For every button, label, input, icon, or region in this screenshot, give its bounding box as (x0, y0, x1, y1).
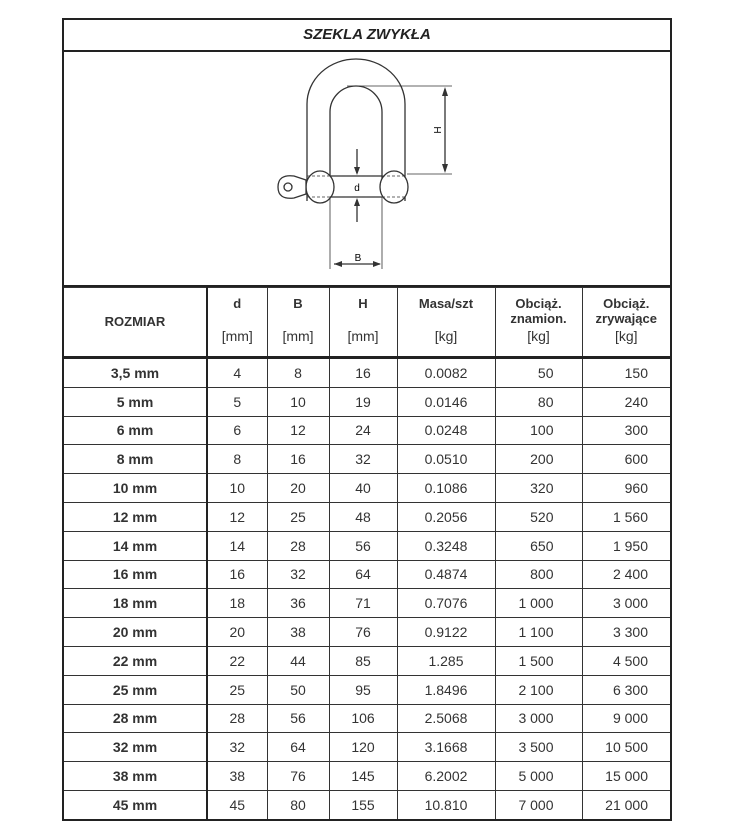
table-row (64, 762, 670, 791)
table-row (64, 502, 670, 531)
table-cell: 0.0146 (397, 387, 495, 416)
table-cell: 6 300 (582, 675, 670, 704)
column-header (267, 288, 329, 358)
table-title: SZEKLA ZWYKŁA (64, 20, 670, 52)
table-cell: 8 (267, 358, 329, 388)
table-cell: 106 (329, 704, 397, 733)
table-cell: 76 (329, 618, 397, 647)
table-cell: 1 500 (495, 646, 582, 675)
table-cell: 0.4874 (397, 560, 495, 589)
table-row (64, 790, 670, 818)
table-cell: 32 (329, 445, 397, 474)
table-cell: 16 mm (64, 560, 207, 589)
table-row (64, 675, 670, 704)
table-cell: 12 (207, 502, 267, 531)
table-cell: 76 (267, 762, 329, 791)
table-row (64, 646, 670, 675)
table-row (64, 618, 670, 647)
table-cell: 10 (267, 387, 329, 416)
table-cell: 14 (207, 531, 267, 560)
table-cell: 0.0082 (397, 358, 495, 388)
table-cell: 56 (267, 704, 329, 733)
table-cell: 0.7076 (397, 589, 495, 618)
table-cell: 22 (207, 646, 267, 675)
table-cell: 32 mm (64, 733, 207, 762)
table-cell: 10 mm (64, 474, 207, 503)
table-cell: 28 mm (64, 704, 207, 733)
column-header (207, 288, 267, 358)
shackle-spec-table (62, 18, 672, 821)
table-cell: 16 (207, 560, 267, 589)
table-cell: 1 100 (495, 618, 582, 647)
table-row (64, 387, 670, 416)
table-cell: 3 500 (495, 733, 582, 762)
table-cell: 56 (329, 531, 397, 560)
table-cell: 1.8496 (397, 675, 495, 704)
dim-h-label: H (431, 126, 442, 134)
table-row (64, 358, 670, 388)
table-cell: 38 mm (64, 762, 207, 791)
table-cell: 28 (267, 531, 329, 560)
table-cell: 800 (495, 560, 582, 589)
table-cell: 19 (329, 387, 397, 416)
table-cell: 6.2002 (397, 762, 495, 791)
table-cell: 200 (495, 445, 582, 474)
table-cell: 45 mm (64, 790, 207, 818)
header-unit: [kg] (434, 328, 458, 344)
table-cell: 8 (207, 445, 267, 474)
table-cell: 16 (329, 358, 397, 388)
table-cell: 45 (207, 790, 267, 818)
table-row (64, 589, 670, 618)
column-header (64, 288, 207, 358)
table-cell: 0.3248 (397, 531, 495, 560)
table-cell: 5 000 (495, 762, 582, 791)
header-unit: [kg] (614, 328, 638, 344)
table-cell: 40 (329, 474, 397, 503)
table-row (64, 704, 670, 733)
table-cell: 3 300 (582, 618, 670, 647)
table-cell: 80 (495, 387, 582, 416)
table-cell: 12 (267, 416, 329, 445)
table-cell: 22 mm (64, 646, 207, 675)
table-cell: 120 (329, 733, 397, 762)
table-row (64, 445, 670, 474)
table-cell: 25 mm (64, 675, 207, 704)
header-label: Masa/szt (418, 296, 474, 311)
dim-d-label: d (354, 183, 360, 194)
table-cell: 0.0510 (397, 445, 495, 474)
table-cell: 150 (582, 358, 670, 388)
header-label: Obciąż. zrywające (595, 296, 657, 326)
table-cell: 6 (207, 416, 267, 445)
table-cell: 50 (267, 675, 329, 704)
table-cell: 28 (207, 704, 267, 733)
table-cell: 20 mm (64, 618, 207, 647)
table-cell: 2 100 (495, 675, 582, 704)
table-cell: 38 (267, 618, 329, 647)
spec-table (64, 287, 670, 819)
table-cell: 0.9122 (397, 618, 495, 647)
table-cell: 21 000 (582, 790, 670, 818)
table-row (64, 416, 670, 445)
table-cell: 7 000 (495, 790, 582, 818)
table-cell: 300 (582, 416, 670, 445)
header-label: ROZMIAR (104, 314, 166, 329)
table-cell: 25 (267, 502, 329, 531)
table-cell: 64 (329, 560, 397, 589)
table-cell: 48 (329, 502, 397, 531)
table-cell: 32 (207, 733, 267, 762)
column-header (329, 288, 397, 358)
table-cell: 20 (207, 618, 267, 647)
table-cell: 960 (582, 474, 670, 503)
header-unit: [mm] (221, 328, 253, 344)
table-cell: 18 mm (64, 589, 207, 618)
header-row (64, 288, 670, 358)
table-row (64, 560, 670, 589)
table-cell: 650 (495, 531, 582, 560)
column-header (397, 288, 495, 358)
table-cell: 25 (207, 675, 267, 704)
table-cell: 24 (329, 416, 397, 445)
shackle-diagram (64, 52, 670, 287)
table-cell: 85 (329, 646, 397, 675)
table-cell: 320 (495, 474, 582, 503)
table-cell: 520 (495, 502, 582, 531)
table-cell: 1.285 (397, 646, 495, 675)
table-cell: 5 (207, 387, 267, 416)
table-cell: 600 (582, 445, 670, 474)
table-cell: 36 (267, 589, 329, 618)
table-cell: 12 mm (64, 502, 207, 531)
header-unit: [mm] (347, 328, 379, 344)
table-cell: 3,5 mm (64, 358, 207, 388)
table-cell: 8 mm (64, 445, 207, 474)
table-cell: 50 (495, 358, 582, 388)
table-cell: 2.5068 (397, 704, 495, 733)
table-cell: 10 500 (582, 733, 670, 762)
table-row (64, 733, 670, 762)
table-cell: 16 (267, 445, 329, 474)
table-cell: 4 500 (582, 646, 670, 675)
column-header (495, 288, 582, 358)
shackle-drawing (64, 52, 670, 285)
table-cell: 15 000 (582, 762, 670, 791)
table-cell: 2 400 (582, 560, 670, 589)
table-cell: 1 560 (582, 502, 670, 531)
table-cell: 1 950 (582, 531, 670, 560)
dim-b-label: B (354, 253, 362, 264)
header-label: B (293, 296, 303, 311)
table-cell: 0.1086 (397, 474, 495, 503)
table-row (64, 474, 670, 503)
table-cell: 71 (329, 589, 397, 618)
table-cell: 0.2056 (397, 502, 495, 531)
table-cell: 5 mm (64, 387, 207, 416)
table-cell: 38 (207, 762, 267, 791)
table-cell: 64 (267, 733, 329, 762)
table-cell: 32 (267, 560, 329, 589)
header-unit: [kg] (527, 328, 550, 344)
table-cell: 44 (267, 646, 329, 675)
table-cell: 10 (207, 474, 267, 503)
header-label: d (233, 296, 242, 311)
table-cell: 20 (267, 474, 329, 503)
header-label: H (358, 296, 368, 311)
table-cell: 4 (207, 358, 267, 388)
table-cell: 100 (495, 416, 582, 445)
table-cell: 3 000 (495, 704, 582, 733)
table-cell: 18 (207, 589, 267, 618)
header-label: Obciąż. znamion. (510, 296, 567, 326)
table-cell: 10.810 (397, 790, 495, 818)
table-cell: 6 mm (64, 416, 207, 445)
table-cell: 145 (329, 762, 397, 791)
table-cell: 9 000 (582, 704, 670, 733)
table-cell: 80 (267, 790, 329, 818)
table-cell: 3.1668 (397, 733, 495, 762)
table-cell: 14 mm (64, 531, 207, 560)
column-header (582, 288, 670, 358)
table-cell: 155 (329, 790, 397, 818)
table-cell: 95 (329, 675, 397, 704)
header-unit: [mm] (282, 328, 314, 344)
table-cell: 0.0248 (397, 416, 495, 445)
table-cell: 1 000 (495, 589, 582, 618)
table-cell: 240 (582, 387, 670, 416)
table-row (64, 531, 670, 560)
table-cell: 3 000 (582, 589, 670, 618)
